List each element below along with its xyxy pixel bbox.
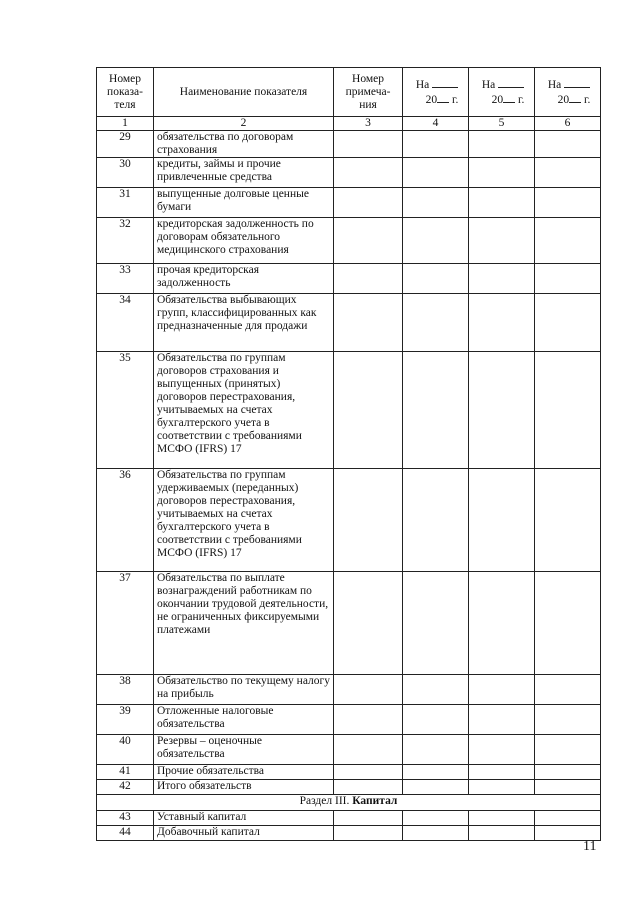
indicator-number: 43 (97, 811, 154, 826)
value-cell (334, 294, 403, 352)
table-row (97, 765, 601, 780)
value-cell (535, 264, 601, 294)
table-row (97, 352, 601, 469)
value-cell (535, 469, 601, 572)
value-cell (469, 675, 535, 705)
value-cell (334, 780, 403, 795)
indicator-number: 34 (97, 294, 154, 352)
column-index: 6 (535, 117, 601, 131)
col-number-header: Номер показа-теля (97, 68, 154, 117)
column-index: 4 (403, 117, 469, 131)
indicator-number: 32 (97, 218, 154, 264)
table-row (97, 572, 601, 675)
value-cell (403, 294, 469, 352)
column-index-row (97, 117, 601, 131)
value-cell (469, 811, 535, 826)
value-cell (403, 765, 469, 780)
period-header-1: На 20 г. (403, 68, 469, 117)
indicator-name: Добавочный капитал (154, 826, 334, 841)
section-title: Капитал (352, 795, 398, 807)
indicator-number: 44 (97, 826, 154, 841)
page-number: 11 (583, 839, 597, 854)
table-row (97, 675, 601, 705)
value-cell (469, 218, 535, 264)
value-cell (403, 826, 469, 841)
header-row (97, 68, 601, 117)
section-heading-row (97, 795, 601, 811)
value-cell (535, 705, 601, 735)
table-row (97, 188, 601, 218)
table-row (97, 469, 601, 572)
column-index: 5 (469, 117, 535, 131)
value-cell (535, 218, 601, 264)
indicator-name: Обязательства по выплате вознаграждений работникам по окончании трудовой деятельности, не ограниченных фиксируемыми платежами (154, 572, 334, 675)
indicator-number: 29 (97, 131, 154, 158)
indicator-name: Обязательства по группам договоров страхования и выпущенных (принятых) договоров перестрахования, учитываемых на счетах бухгалтерского учета в соответствии с требованиями МСФО (IFRS) 17 (154, 352, 334, 469)
value-cell (403, 131, 469, 158)
column-index: 1 (97, 117, 154, 131)
indicator-number: 42 (97, 780, 154, 795)
indicator-name: Обязательства по группам удерживаемых (переданных) договоров перестрахования, учитываемых на счетах бухгалтерского учета в соответствии с требованиями МСФО (IFRS) 17 (154, 469, 334, 572)
value-cell (535, 765, 601, 780)
indicator-name: Прочие обязательства (154, 765, 334, 780)
value-cell (535, 735, 601, 765)
indicator-number: 30 (97, 158, 154, 188)
value-cell (334, 131, 403, 158)
value-cell (469, 826, 535, 841)
value-cell (334, 188, 403, 218)
value-cell (403, 352, 469, 469)
indicator-name: выпущенные долговые ценные бумаги (154, 188, 334, 218)
table-row (97, 264, 601, 294)
balance-sheet-table (96, 67, 601, 841)
indicator-number: 36 (97, 469, 154, 572)
indicator-number: 37 (97, 572, 154, 675)
value-cell (469, 188, 535, 218)
value-cell (334, 811, 403, 826)
table-row (97, 826, 601, 841)
column-index: 2 (154, 117, 334, 131)
value-cell (469, 572, 535, 675)
table-row (97, 158, 601, 188)
table-row (97, 294, 601, 352)
value-cell (334, 826, 403, 841)
value-cell (334, 264, 403, 294)
indicator-name: Обязательства выбывающих групп, классифицированных как предназначенные для продажи (154, 294, 334, 352)
value-cell (403, 469, 469, 572)
indicator-name: Обязательство по текущему налогу на прибыль (154, 675, 334, 705)
value-cell (403, 158, 469, 188)
value-cell (403, 675, 469, 705)
indicator-number: 39 (97, 705, 154, 735)
value-cell (535, 188, 601, 218)
value-cell (334, 675, 403, 705)
value-cell (469, 352, 535, 469)
indicator-name: кредиты, займы и прочие привлеченные средства (154, 158, 334, 188)
section-prefix: Раздел III. (299, 795, 350, 807)
value-cell (469, 469, 535, 572)
section-heading (97, 795, 601, 811)
indicator-name: обязательства по договорам страхования (154, 131, 334, 158)
indicator-number: 40 (97, 735, 154, 765)
table-row (97, 131, 601, 158)
indicator-number: 31 (97, 188, 154, 218)
value-cell (403, 264, 469, 294)
table-row (97, 811, 601, 826)
value-cell (469, 264, 535, 294)
column-index: 3 (334, 117, 403, 131)
indicator-name: прочая кредиторская задолженность (154, 264, 334, 294)
value-cell (334, 735, 403, 765)
indicator-number: 41 (97, 765, 154, 780)
value-cell (334, 352, 403, 469)
value-cell (403, 188, 469, 218)
indicator-name: Итого обязательств (154, 780, 334, 795)
value-cell (334, 705, 403, 735)
value-cell (535, 158, 601, 188)
value-cell (535, 294, 601, 352)
value-cell (535, 131, 601, 158)
value-cell (334, 218, 403, 264)
value-cell (469, 735, 535, 765)
table-row (97, 705, 601, 735)
table-row (97, 218, 601, 264)
value-cell (535, 572, 601, 675)
value-cell (469, 780, 535, 795)
indicator-name: Отложенные налоговые обязательства (154, 705, 334, 735)
value-cell (334, 572, 403, 675)
value-cell (334, 158, 403, 188)
indicator-name: Резервы – оценочные обязательства (154, 735, 334, 765)
value-cell (535, 811, 601, 826)
value-cell (334, 469, 403, 572)
value-cell (535, 780, 601, 795)
value-cell (403, 735, 469, 765)
value-cell (469, 131, 535, 158)
value-cell (535, 352, 601, 469)
value-cell (403, 572, 469, 675)
value-cell (469, 294, 535, 352)
table-row (97, 780, 601, 795)
value-cell (535, 675, 601, 705)
indicator-number: 33 (97, 264, 154, 294)
indicator-name: Уставный капитал (154, 811, 334, 826)
table-row (97, 735, 601, 765)
indicator-number: 38 (97, 675, 154, 705)
value-cell (403, 811, 469, 826)
value-cell (403, 705, 469, 735)
indicator-number: 35 (97, 352, 154, 469)
value-cell (469, 765, 535, 780)
value-cell (403, 218, 469, 264)
value-cell (469, 705, 535, 735)
indicator-name: кредиторская задолженность по договорам обязательного медицинского страхования (154, 218, 334, 264)
period-header-3: На 20 г. (535, 68, 601, 117)
value-cell (469, 158, 535, 188)
value-cell (334, 765, 403, 780)
period-header-2: На 20 г. (469, 68, 535, 117)
col-note-header: Номер примеча-ния (334, 68, 403, 117)
value-cell (403, 780, 469, 795)
col-name-header: Наименование показателя (154, 68, 334, 117)
